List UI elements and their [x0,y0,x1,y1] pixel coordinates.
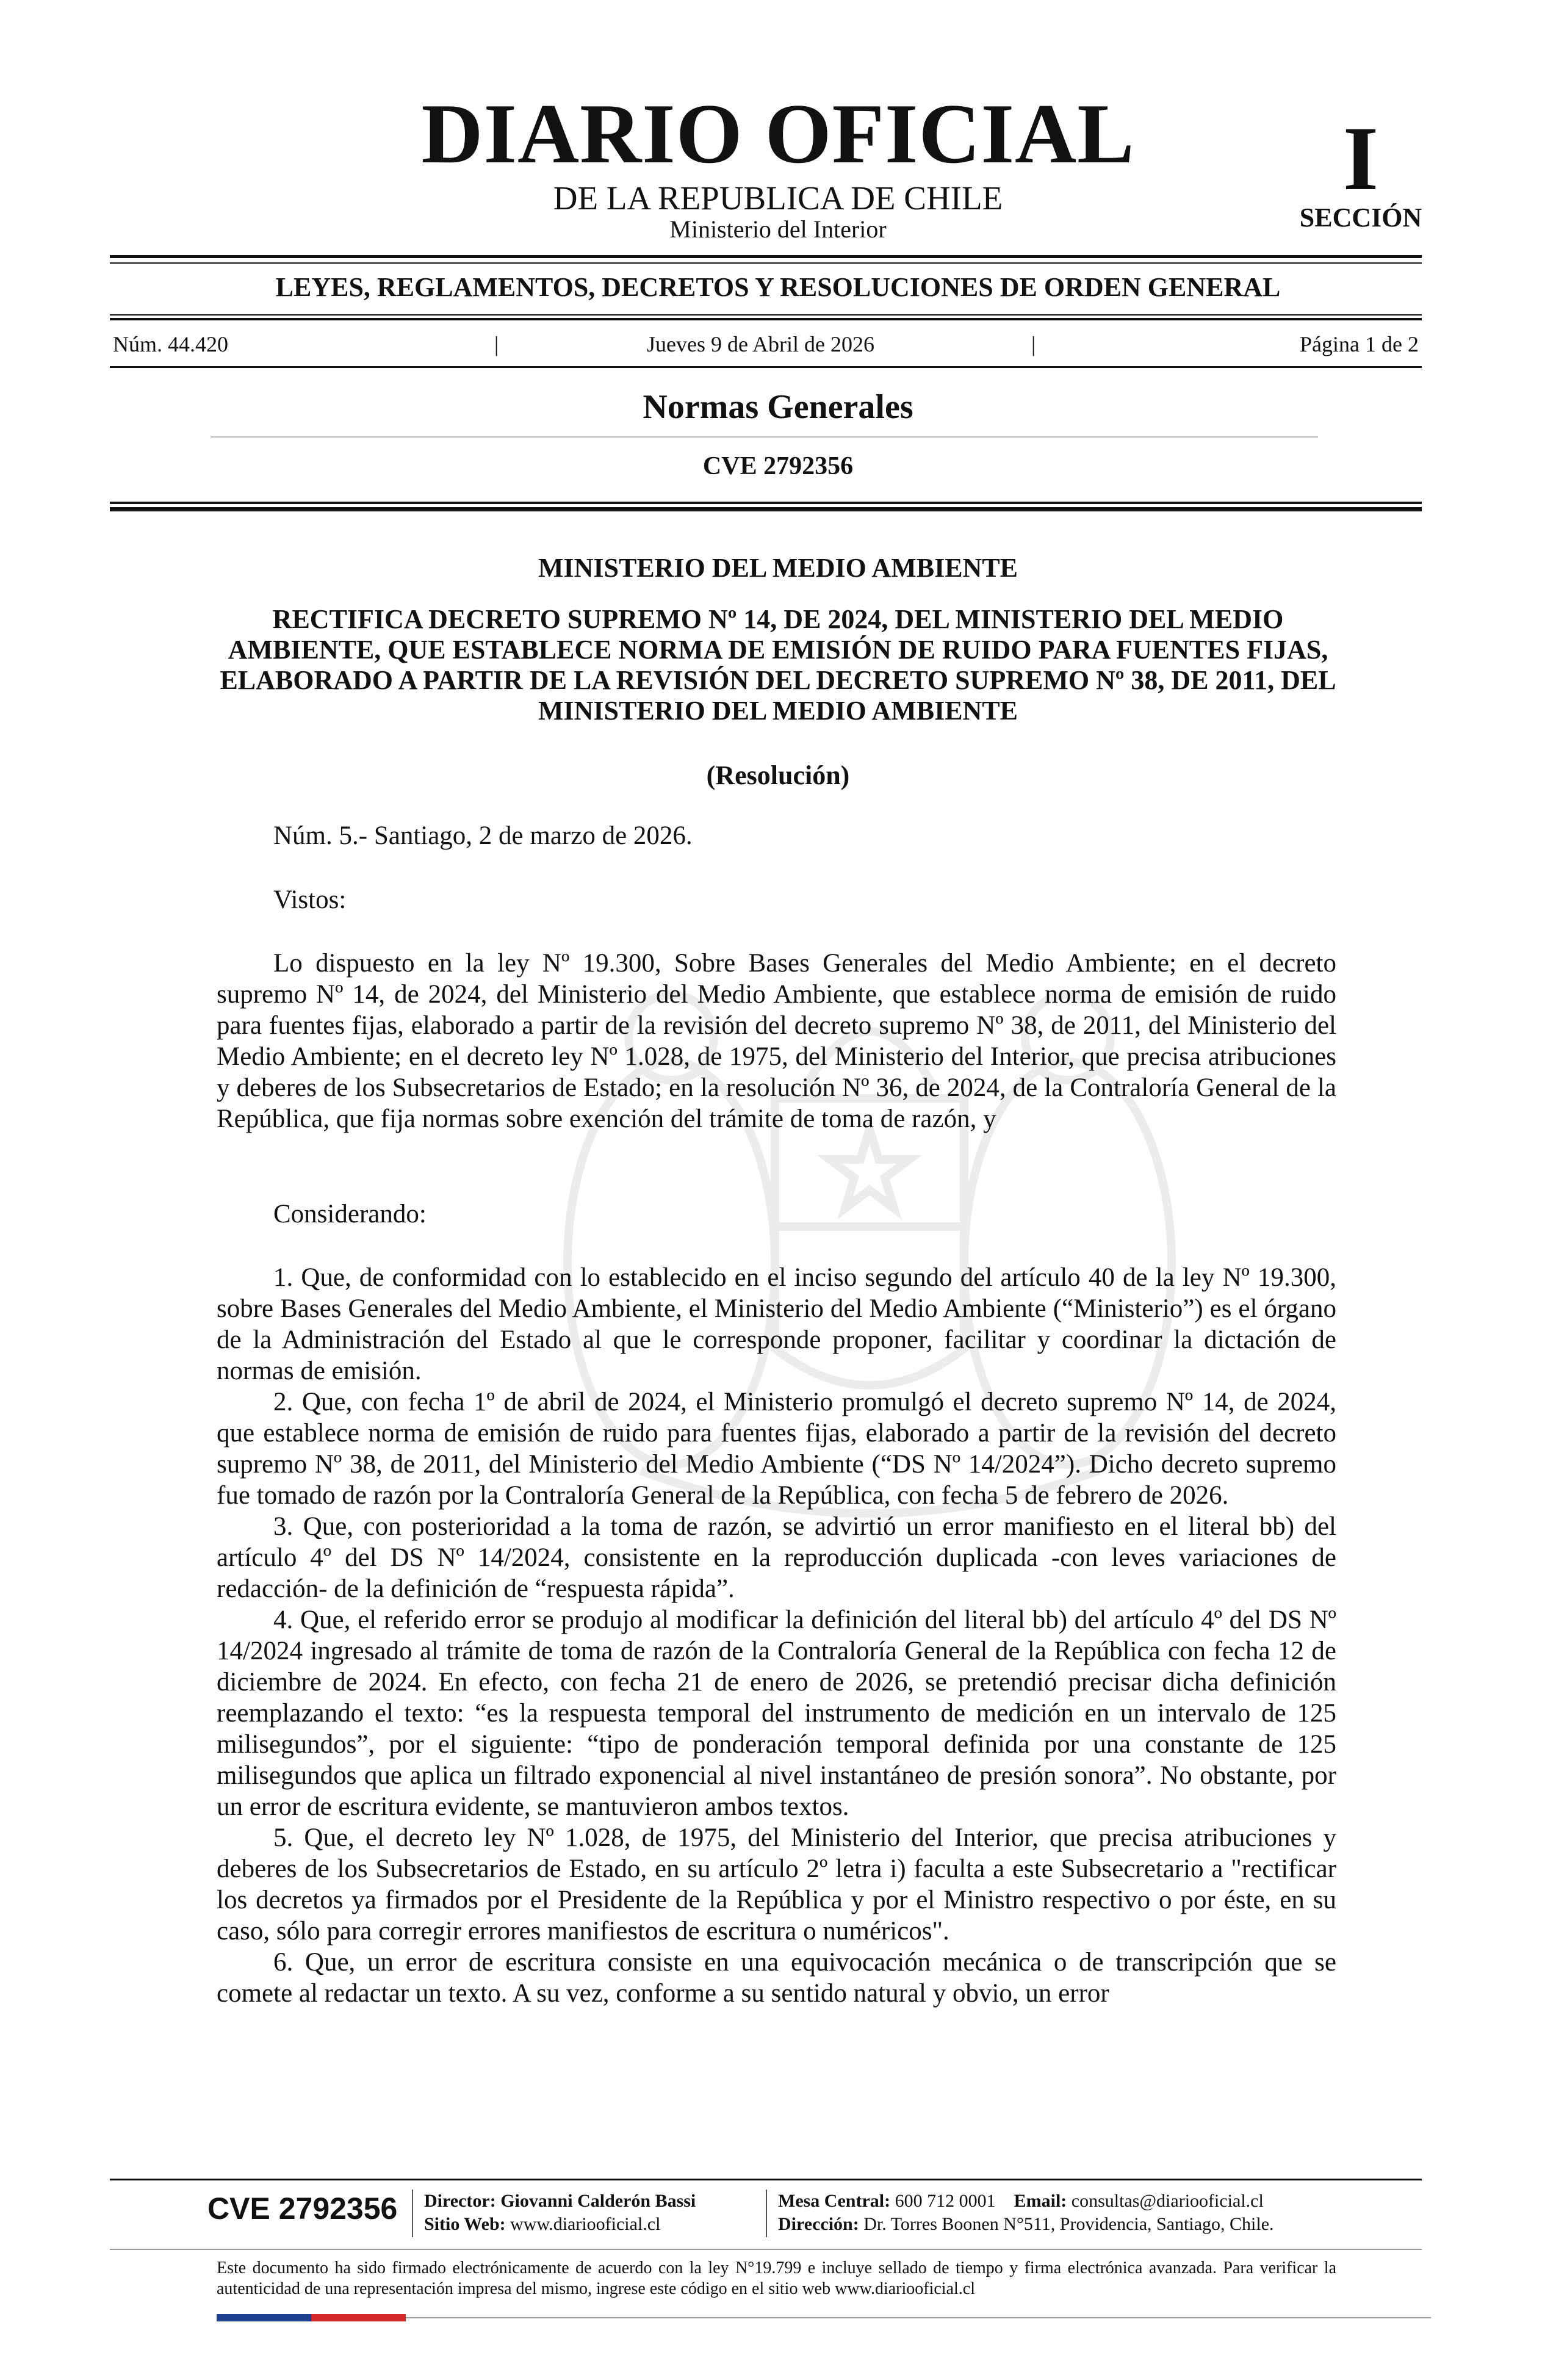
divider [110,366,1422,368]
section-roman: I [1342,108,1379,209]
meta-separator: | [1031,332,1036,356]
mesa-phone: 600 712 0001 [895,2191,996,2211]
issue-date: Jueves 9 de Abril de 2026 [647,332,874,356]
flag-stripe-red [311,2314,406,2321]
cve-code: CVE 2792356 [702,452,854,480]
vistos-paragraph [217,948,1336,1134]
footer-director-block [424,2190,696,2236]
divider [110,318,1422,320]
vistos-label: Vistos: [273,885,347,914]
flag-stripe-blue [217,2314,311,2321]
footer-disclaimer: Este documento ha sido firmado electrónicamente de acuerdo con la ley N°19.799 e incluye sellado de tiempo y firma electrónica avanzada. Para verificar la autenticidad de una representación impresa del mismo, ingrese este código en el sitio web www.diariooficial.cl [217,2259,1336,2298]
website-label: Sitio Web: [424,2214,506,2234]
footer-divider [406,2317,1431,2318]
considerando-item: 1. Que, de conformidad con lo establecido en el inciso segundo del artículo 40 de la ley Nº 19.300, sobre Bases Generales del Medio Ambiente, el Ministerio del Medio Ambiente (“Ministerio”) es el órgano de la Administración del Estado al que le corresponde proponer, facilitar y coordinar la dictación de normas de emisión. [217,1263,1336,1385]
mesa-label: Mesa Central: [778,2191,891,2211]
considerandos-list [217,1262,1336,2009]
issue-number: Núm. 44.420 [113,332,228,356]
footer-divider [110,2179,1422,2180]
divider [110,262,1422,264]
document-title: RECTIFICA DECRETO SUPREMO Nº 14, DE 2024, DEL MINISTERIO DEL MEDIO AMBIENTE, QUE ESTABLECE NORMA DE EMISIÓN DE RUIDO PARA FUENTES FIJAS, ELABORADO A PARTIR DE LA REVISIÓN DEL DECRETO SUPREMO Nº 38, DE 2011, DEL MINISTERIO DEL MEDIO AMBIENTE [220,604,1336,726]
footer-cve-code: CVE 2792356 [207,2191,398,2226]
considerando-item: 4. Que, el referido error se produjo al modificar la definición del literal bb) del artículo 4º del DS Nº 14/2024 ingresado al trámite de toma de razón de la Contraloría General de la República con fecha 12 de diciembre de 2024. En efecto, con fecha 21 de enero de 2026, se pretendió precisar dicha definición reemplazando el texto: “es la respuesta temporal del instrumento de medición en un intervalo de 125 milisegundos”, por el siguiente: “tipo de ponderación temporal definida por una constante de 125 milisegundos que aplica un filtrado exponencial al nivel instantáneo de presión sonora”. No obstante, por un error de escritura evidente, se mantuvieron ambos textos. [217,1606,1336,1821]
divider [110,502,1422,504]
category-heading: LEYES, REGLAMENTOS, DECRETOS Y RESOLUCIONES DE ORDEN GENERAL [275,272,1281,302]
section-title: Normas Generales [643,388,913,426]
director-label: Director: [424,2191,496,2211]
newspaper-title: DIARIO OFICIAL [421,87,1135,181]
ministry-heading: MINISTERIO DEL MEDIO AMBIENTE [538,553,1018,583]
meta-separator: | [494,332,499,356]
footer-separator [766,2190,767,2237]
website-link[interactable]: www.diariooficial.cl [510,2214,661,2234]
newspaper-subtitle: DE LA REPUBLICA DE CHILE [553,179,1003,217]
address-label: Dirección: [778,2214,859,2234]
page-indicator: Página 1 de 2 [1300,332,1419,356]
divider [211,436,1318,438]
email-label: Email: [1014,2191,1067,2211]
considerando-item: 3. Que, con posterioridad a la toma de razón, se advirtió un error manifiesto en el literal bb) del artículo 4º del DS Nº 14/2024, consistente en la reproducción duplicada -con leves variaciones de redacción- de la definición de “respuesta rápida”. [217,1512,1336,1603]
ministry-line: Ministerio del Interior [669,215,887,243]
address-text: Dr. Torres Boonen N°511, Providencia, Santiago, Chile. [863,2214,1274,2234]
footer-divider [110,2249,1422,2250]
resolution-number: Núm. 5.- Santiago, 2 de marzo de 2026. [273,821,693,850]
email-link[interactable]: consultas@diariooficial.cl [1071,2191,1264,2211]
section-label: SECCIÓN [1299,203,1422,233]
vistos-text: Lo dispuesto en la ley Nº 19.300, Sobre Bases Generales del Medio Ambiente; en el decreto supremo Nº 14, de 2024, del Ministerio del Medio Ambiente, que establece norma de emisión de ruido para fuentes fijas, elaborado a partir de la revisión del decreto supremo Nº 38, de 2011, del Ministerio del Medio Ambiente; en el decreto ley Nº 1.028, de 1975, del Ministerio del Interior, que precisa atribuciones y deberes de los Subsecretarios de Estado; en la resolución Nº 36, de 2024, de la Contraloría General de la República, que fija normas sobre exención del trámite de toma de razón, y [217,949,1336,1133]
section-indicator [1294,108,1428,233]
footer-separator [412,2190,413,2237]
director-name: Giovanni Calderón Bassi [500,2191,696,2211]
divider [110,507,1422,511]
divider [110,255,1422,258]
document-type: (Resolución) [706,760,850,790]
footer-contact-block [778,2190,1274,2236]
considerando-label: Considerando: [273,1200,427,1228]
considerando-item: 6. Que, un error de escritura consiste en una equivocación mecánica o de transcripción que se comete al redactar un texto. A su vez, conforme a su sentido natural y obvio, un error [217,1948,1336,2008]
considerando-item: 5. Que, el decreto ley Nº 1.028, de 1975, del Ministerio del Interior, que precisa atribuciones y deberes de los Subsecretarios de Estado, en su artículo 2º letra i) faculta a este Subsecretario a "rectificar los decretos ya firmados por el Presidente de la República y por el Ministro respectivo o por éste, en su caso, sólo para corregir errores manifiestos de escritura o numéricos". [217,1823,1336,1945]
considerando-item: 2. Que, con fecha 1º de abril de 2024, el Ministerio promulgó el decreto supremo Nº 14, de 2024, que establece norma de emisión de ruido para fuentes fijas, elaborado a partir de la revisión del decreto supremo Nº 38, de 2011, del Ministerio del Medio Ambiente (“DS Nº 14/2024”). Dicho decreto supremo fue tomado de razón por la Contraloría General de la República, con fecha 5 de febrero de 2026. [217,1388,1336,1510]
divider [110,314,1422,316]
